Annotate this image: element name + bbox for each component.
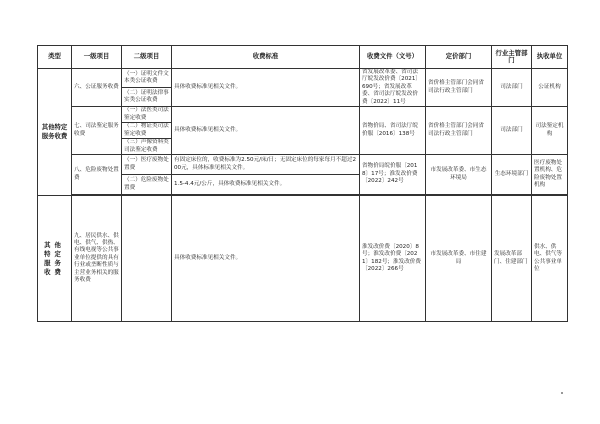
header-collector: 执收单位 (532, 46, 568, 69)
level2-cell: （二）物证类司法鉴定收费 (122, 123, 172, 139)
level1-cell: 九、居民供水、供电、供气、供热、有线电视等公共事业单位提供的具有行业或垄断性质与主营业务相关的服务收费 (72, 196, 122, 322)
collector-cell: 医疗废物处置机构、危险废物处置机构 (532, 155, 568, 195)
level2-cell (122, 196, 172, 322)
standard-cell: 具体收费标准见相关文件。 (172, 107, 360, 155)
level2-cell: （三）声像资料类司法鉴定收费 (122, 139, 172, 155)
header-standard: 收费标准 (172, 46, 360, 69)
category-cell: 其他特定服务收费 (38, 69, 72, 196)
level1-cell: 六、公证服务收费 (72, 69, 122, 107)
fee-table (37, 45, 568, 322)
header-level2: 二级项目 (122, 46, 172, 69)
document-cell: 淮发改价费〔2020〕8号；淮发改价费〔2021〕182号；淮发改价费〔2022〕266号 (360, 196, 426, 322)
page-dot (561, 392, 563, 394)
table-row (38, 107, 568, 123)
level2-cell: （一）证明文件文本类公证收费 (122, 69, 172, 88)
header-row (38, 46, 568, 69)
level2-cell: （一）医疗废物处置费 (122, 155, 172, 175)
pricing-dept-cell: 省价格主管部门会同省司法行政主管部门 (426, 69, 492, 107)
fee-table-sheet (37, 45, 567, 322)
collector-cell: 司法鉴定机构 (532, 107, 568, 155)
pricing-dept-cell: 省价格主管部门会同省司法行政主管部门 (426, 107, 492, 155)
header-authority: 行业主管部门 (492, 46, 532, 69)
standard-cell: 有固定床位的，收费标准为2.50元/床/日；无固定床位的每家每月不超过200元，具体标准见相关文件。 (172, 155, 360, 175)
table-row (38, 196, 568, 322)
authority-cell: 生态环境部门 (492, 155, 532, 195)
level1-cell: 八、危险废物处置费 (72, 155, 122, 195)
header-document: 收费文件（文号） (360, 46, 426, 69)
level2-cell: （一）法医类司法鉴定收费 (122, 107, 172, 123)
table-row (38, 69, 568, 88)
header-level1: 一级项目 (72, 46, 122, 69)
authority-cell: 发展改革部门、住建部门 (492, 196, 532, 322)
pricing-dept-cell: 市发展改革委、市住建局 (426, 196, 492, 322)
standard-cell: 具体收费标准见相关文件。 (172, 69, 360, 107)
document-cell: 省物价局、省司法厅皖价服〔2016〕138号 (360, 107, 426, 155)
level2-cell: （二）证明法律事实类公证收费 (122, 88, 172, 107)
authority-cell: 司法部门 (492, 69, 532, 107)
standard-cell: 具体收费标准见相关文件。 (172, 196, 360, 322)
level2-cell: （二）危险废物处置费 (122, 175, 172, 195)
collector-cell: 公证机构 (532, 69, 568, 107)
table-row (38, 155, 568, 175)
standard-cell: 1.5-4.4元/公斤，具体收费标准见相关文件。 (172, 175, 360, 195)
header-pricing-dept: 定价部门 (426, 46, 492, 69)
header-category: 类型 (38, 46, 72, 69)
pricing-dept-cell: 市发展改革委、市生态环境局 (426, 155, 492, 195)
category-cell: 其他特定服务收费 (38, 196, 72, 322)
collector-cell: 供水、供电、供气等公共事业单位 (532, 196, 568, 322)
document-cell: 省物价局皖价服〔2018〕17号；淮发改价费〔2022〕242号 (360, 155, 426, 195)
document-cell: 省发展改革委、省司法厅皖发改价费〔2021〕690号；省发展改革委、省司法厅皖发改价费〔2022〕11号 (360, 69, 426, 107)
level1-cell: 七、司法鉴定服务收费 (72, 107, 122, 155)
authority-cell: 司法部门 (492, 107, 532, 155)
